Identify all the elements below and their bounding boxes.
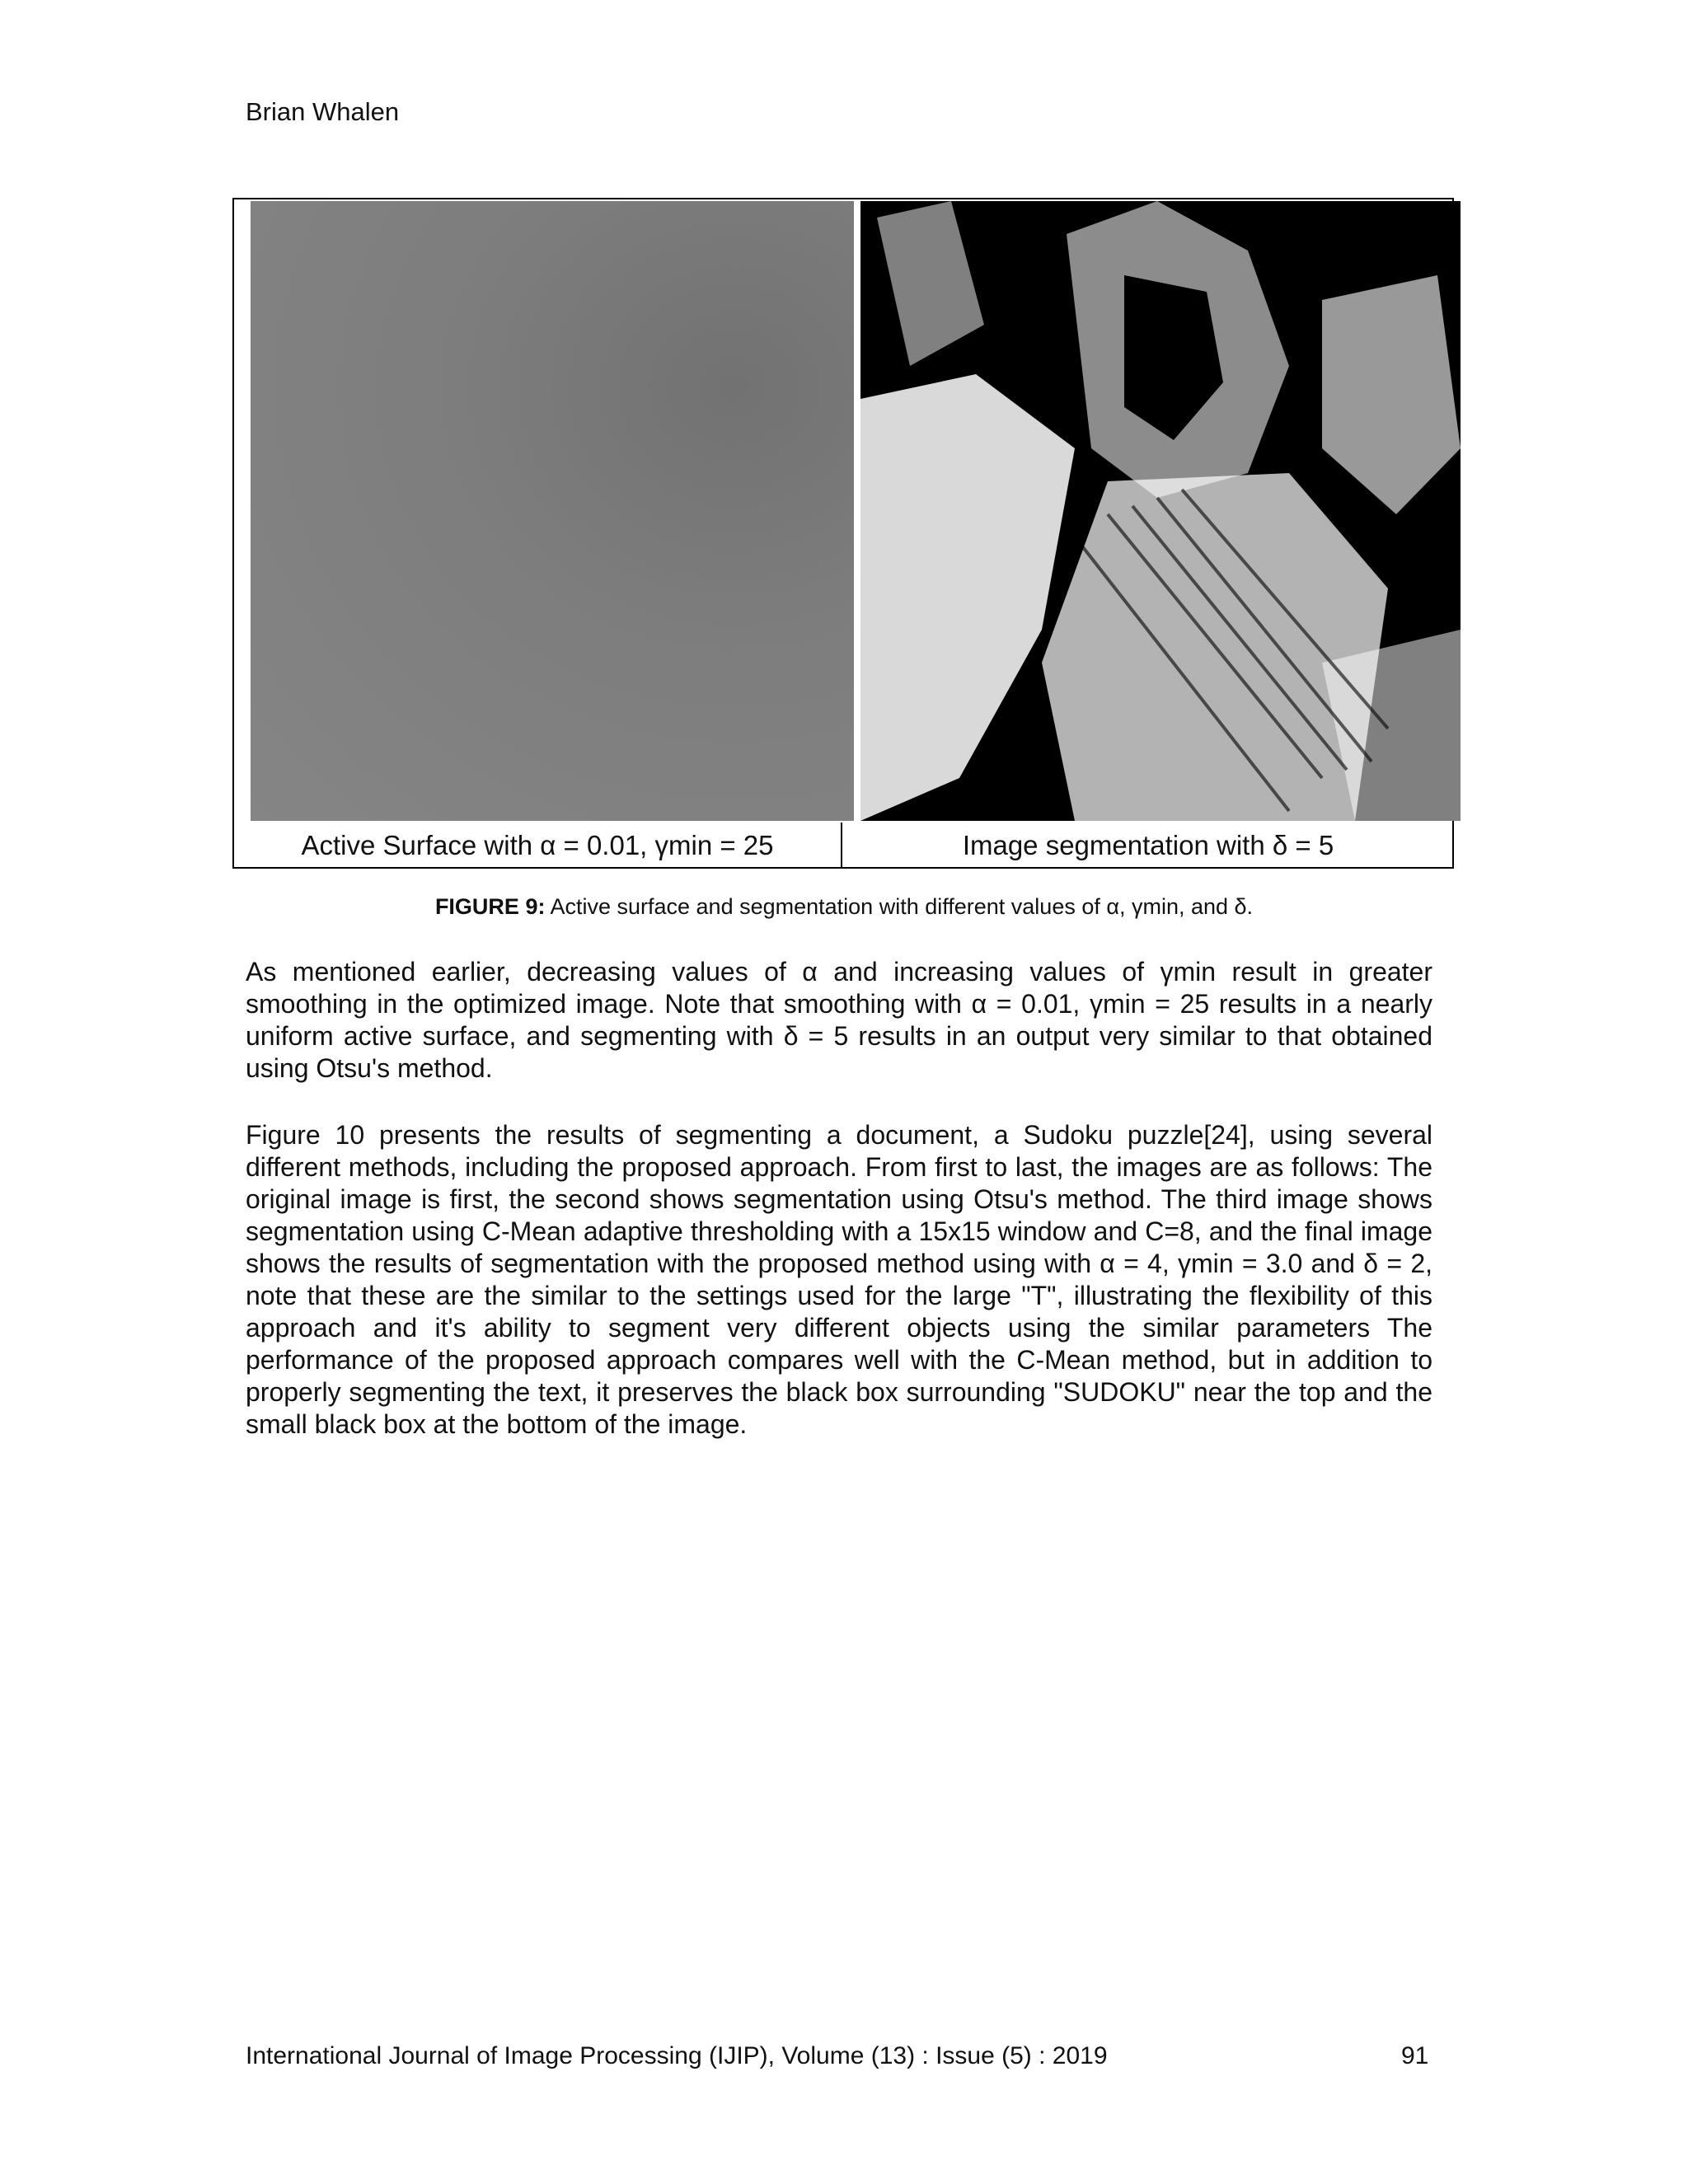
figure-caption bbox=[0, 894, 1688, 920]
active-surface-image bbox=[251, 201, 854, 821]
right-panel-caption: Image segmentation with δ = 5 bbox=[962, 830, 1334, 860]
figure-caption-label: FIGURE 9: bbox=[434, 894, 546, 919]
segmentation-graphic bbox=[860, 201, 1461, 821]
running-head-author: Brian Whalen bbox=[246, 97, 400, 126]
paragraph-2: Figure 10 presents the results of segmenting a document, a Sudoku puzzle[24], using several different methods, including the proposed approach. From first to last, the images are as follows: The original image is first, the second shows segmentation using Otsu's method. The third image shows segmentation using C-Mean adaptive thresholding with a 15x15 window and C=8, and the final image shows the results of segmentation with the proposed method using with α = 4, γmin = 3.0 and δ = 2, note that these are the similar to the settings used for the large "T", illustrating the flexibility of this approach and it's ability to segment very different objects using the similar parameters The performance of the proposed approach compares well with the C-Mean method, but in addition to properly segmenting the text, it preserves the black box surrounding "SUDOKU" near the top and the small black box at the bottom of the image. bbox=[246, 1120, 1432, 1439]
footer-journal: International Journal of Image Processing (IJIP), Volume (13) : Issue (5) : 2019 bbox=[246, 2042, 1108, 2069]
footer-page-number: 91 bbox=[1401, 2042, 1429, 2069]
paragraph-1: As mentioned earlier, decreasing values of α and increasing values of γmin result in greater smoothing in the optimized image. Note that smoothing with α = 0.01, γmin = 25 results in a nearly uniform active surface, and segmenting with δ = 5 results in an output very similar to that obtained using Otsu's method. bbox=[246, 957, 1432, 1083]
figure-caption-text: Active surface and segmentation with different values of α, γmin, and δ. bbox=[550, 894, 1254, 919]
figure-9 bbox=[232, 198, 1454, 869]
segmentation-image bbox=[860, 201, 1461, 821]
left-panel-caption: Active Surface with α = 0.01, γmin = 25 bbox=[301, 830, 774, 860]
